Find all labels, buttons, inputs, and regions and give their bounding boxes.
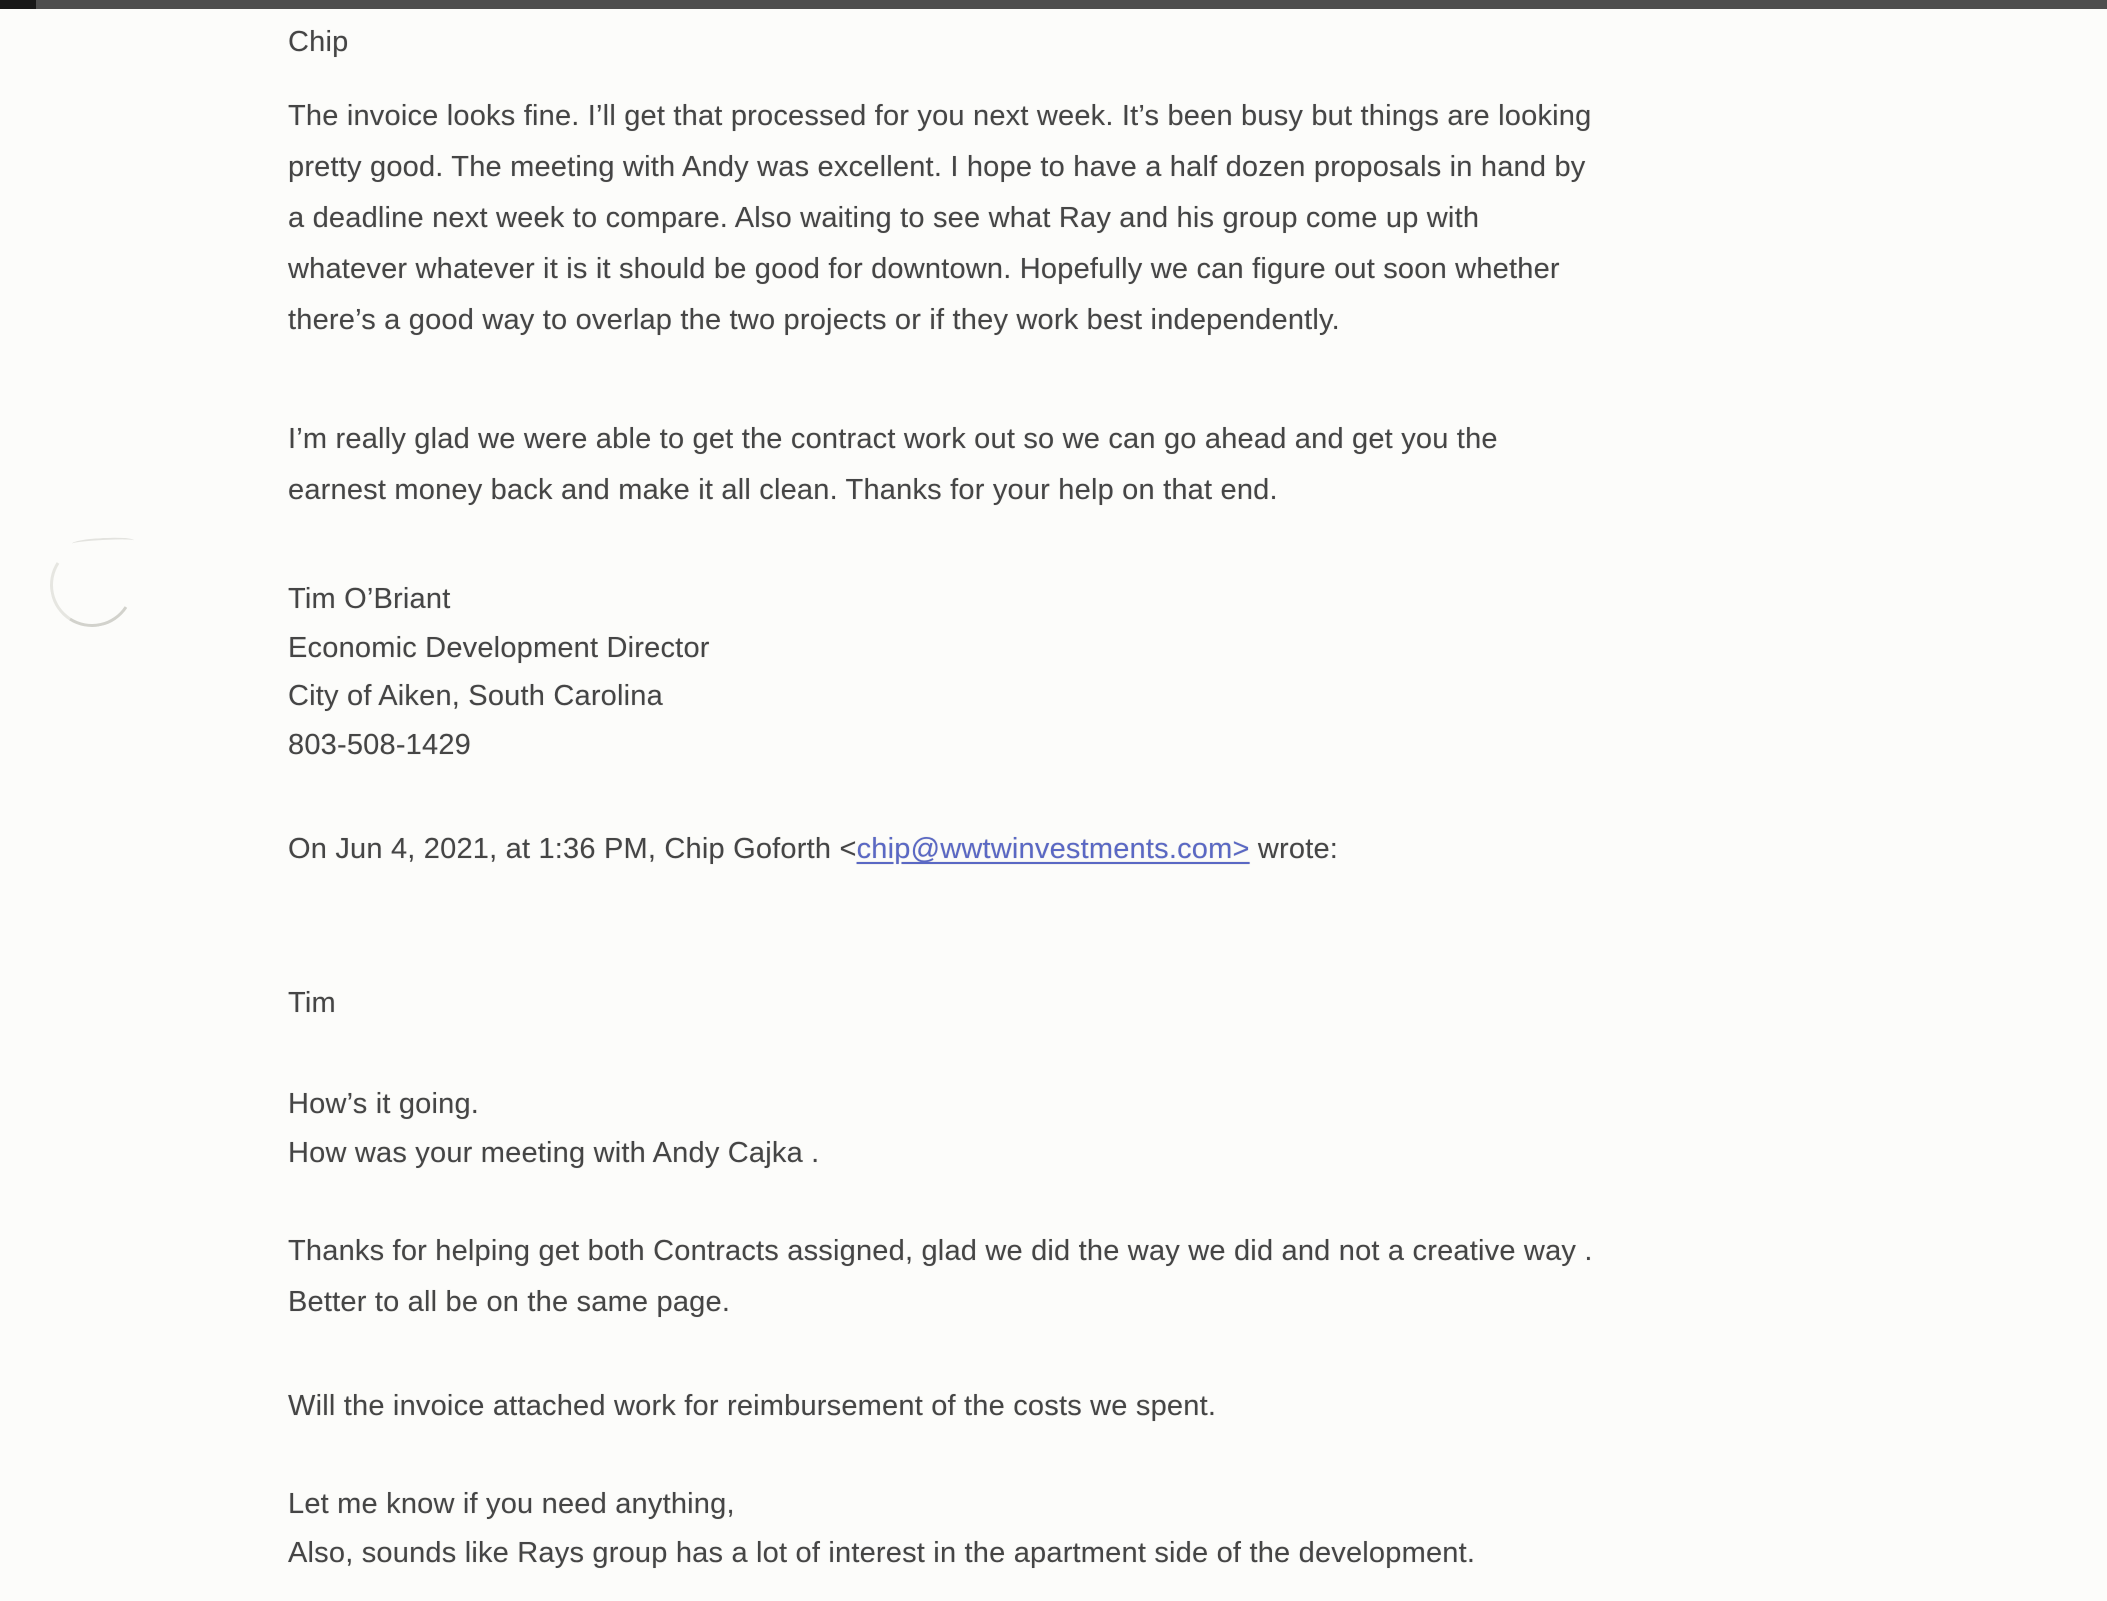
- reply-paragraph-contracts: [288, 1226, 1593, 1328]
- text-line: The invoice looks fine. I’ll get that processed for you next week. It’s been busy but things are looking: [288, 100, 1592, 132]
- email-greeting: Chip: [288, 26, 349, 58]
- text-line: How was your meeting with Andy Cajka .: [288, 1137, 820, 1169]
- text-line: Also, sounds like Rays group has a lot of interest in the apartment side of the development.: [288, 1536, 1476, 1569]
- text-line: Thanks for helping get both Contracts assigned, glad we did the way we did and not a creative way .: [288, 1235, 1593, 1267]
- text-line: whatever whatever it is it should be good for downtown. Hopefully we can figure out soon whether: [288, 253, 1560, 285]
- text-line: pretty good. The meeting with Andy was excellent. I hope to have a half dozen proposals in hand by: [288, 151, 1586, 183]
- text-line: How’s it going.: [288, 1088, 480, 1120]
- reply-paragraph-invoice-question: Will the invoice attached work for reimbursement of the costs we spent.: [288, 1390, 1217, 1422]
- quote-header-prefix: On Jun 4, 2021, at 1:36 PM, Chip Goforth <: [288, 833, 857, 865]
- signature-title: Economic Development Director: [288, 631, 710, 664]
- text-line: there’s a good way to overlap the two projects or if they work best independently.: [288, 304, 1340, 336]
- text-line: Let me know if you need anything,: [288, 1488, 735, 1520]
- scan-top-edge-notch: [0, 0, 36, 9]
- text-line: a deadline next week to compare. Also waiting to see what Ray and his group come up with: [288, 202, 1480, 234]
- text-line: I’m really glad we were able to get the contract work out so we can go ahead and get you the: [288, 423, 1498, 455]
- email-address-link[interactable]: chip@wwtwinvestments.com>: [856, 833, 1250, 865]
- reply-paragraph-greeting-questions: [288, 1080, 819, 1178]
- quote-header-suffix: wrote:: [1249, 833, 1339, 865]
- signature-name: Tim O’Briant: [288, 583, 451, 615]
- reply-paragraph-closing: [288, 1480, 1475, 1577]
- email-paragraph-invoice: [288, 91, 1591, 346]
- paper-mark: [42, 535, 142, 635]
- signature-phone: 803-508-1429: [288, 728, 471, 761]
- quoted-message-header: [288, 824, 1338, 875]
- email-paragraph-contract: [288, 414, 1498, 516]
- text-line: earnest money back and make it all clean. Thanks for your help on that end.: [288, 474, 1278, 506]
- text-line: Better to all be on the same page.: [288, 1286, 731, 1318]
- signature-block: [288, 575, 710, 769]
- reply-greeting: Tim: [288, 987, 336, 1019]
- paper-squiggle-mark: [72, 536, 134, 547]
- scan-top-edge: [0, 0, 2107, 9]
- signature-org: City of Aiken, South Carolina: [288, 680, 663, 712]
